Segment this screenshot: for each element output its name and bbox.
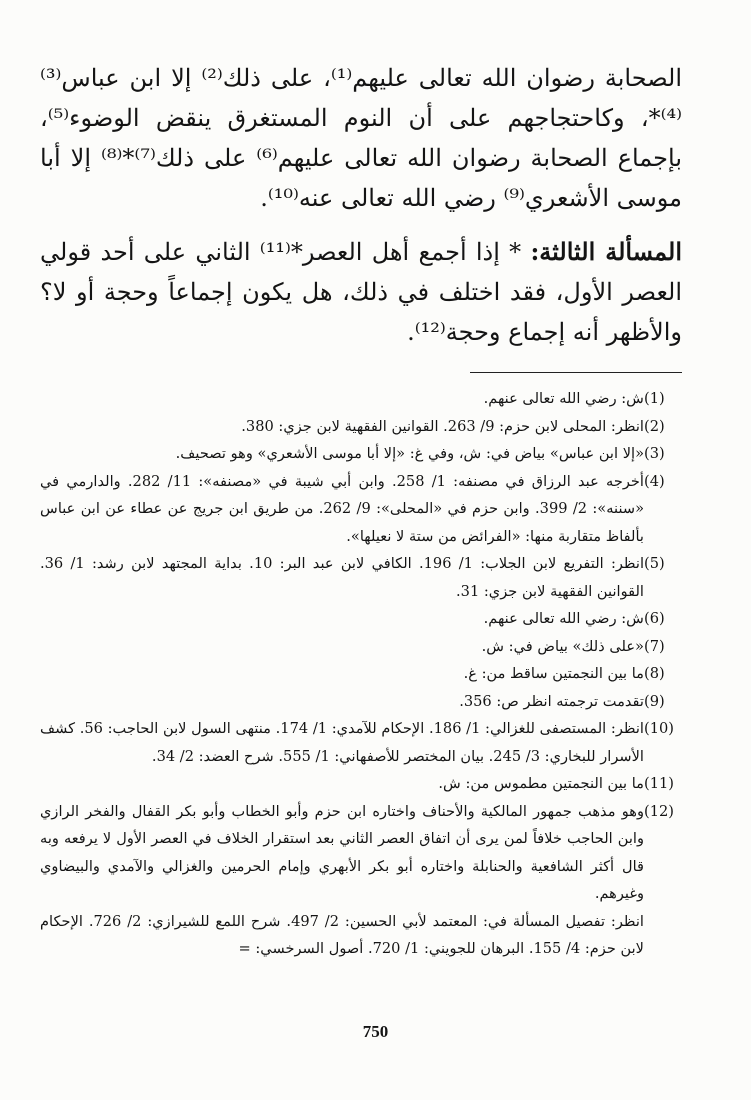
footnote-references: انظر: تفصيل المسألة في: المعتمد لأبي الحسين: 2/ 497. شرح اللمع للشيرازي: 2/ 726. الإحكام لابن حزم: 4/ 155. البرهان للجويني: 1/ 720. أصول السرخسي: = xyxy=(40,912,644,957)
footnote-text: «إلا ابن عباس» بياض في: ش، وفي غ: «إلا أبا موسى الأشعري» وهو تصحيف. xyxy=(175,445,644,462)
footnote-number: (4) xyxy=(644,472,665,490)
page-content xyxy=(40,58,682,963)
paragraph-1: الصحابة رضوان الله تعالى عليهم⁽¹⁾، على ذلك⁽²⁾ إلا ابن عباس⁽³⁾⁽⁴⁾*، وكاحتجاجهم على أن النوم المستغرق ينقض الوضوء⁽⁵⁾، بإجماع الصحابة رضوان الله تعالى عليهم⁽⁶⁾ على ذلك⁽⁷⁾*⁽⁸⁾ إلا أبا موسى الأشعري⁽⁹⁾ رضي الله تعالى عنه⁽¹⁰⁾. xyxy=(40,64,683,212)
footnote xyxy=(40,715,682,770)
footnote-text: ش: رضي الله تعالى عنهم. xyxy=(483,610,644,627)
footnote-text: ما بين النجمتين مطموس من: ش. xyxy=(438,775,644,792)
footnote-text: انظر: المحلى لابن حزم: 9/ 263. القوانين الفقهية لابن جزي: 380. xyxy=(241,417,644,435)
footnote-number: (11) xyxy=(644,775,674,792)
main-text xyxy=(40,58,682,352)
footnote-text: أخرجه عبد الرزاق في مصنفه: 1/ 258. وابن أبي شيبة في «مصنفه»: 11/ 282. والدارمي في «سننه»: 2/ 399. وابن حزم في «المحلى»: 9/ 262. من طريق ابن جريج عن عطاء عن ابن عباس بألفاظ متقاربة منها: «الفرائض من ستة لا نعيلها». xyxy=(40,472,645,545)
footnote-text: ما بين النجمتين ساقط من: غ. xyxy=(463,665,644,682)
footnote-number: (2) xyxy=(644,417,665,435)
paragraph-2-text: * إذا أجمع أهل العصر*⁽¹¹⁾ الثاني على أحد قولي العصر الأول، فقد اختلف في ذلك، هل يكون إجماعاً وحجة أو لا؟ والأظهر أنه إجماع وحجة⁽¹²⁾. xyxy=(40,238,682,346)
footnote-text: ش: رضي الله تعالى عنهم. xyxy=(483,390,644,407)
page-number: 750 xyxy=(362,1022,389,1041)
footnote-text: انظر: المستصفى للغزالي: 1/ 186. الإحكام للآمدي: 1/ 174. منتهى السول لابن الحاجب: 56. كشف الأسرار للبخاري: 3/ 245. بيان المختصر للأصفهاني: 1/ 555. شرح العضد: 2/ 34. xyxy=(40,720,644,765)
footnote xyxy=(40,660,682,688)
footnote xyxy=(40,798,682,963)
footnote-text: انظر: التفريع لابن الجلاب: 1/ 196. الكافي لابن عبد البر: 10. بداية المجتهد لابن رشد: 1/ 36. القوانين الفقهية لابن جزي: 31. xyxy=(40,555,645,600)
paragraph-2 xyxy=(40,232,682,352)
footnote-text: وهو مذهب جمهور المالكية والأحناف واختاره ابن حزم وأبو الخطاب وأبو بكر القفال والفخر الرازي وابن الحاجب خلافاً لمن يرى أن اتفاق العصر الثاني بعد استقرار الخلاف في العصر الأول لا يرفعه وبه قال أكثر الشافعية والحنابلة واختاره أبو بكر الأبهري وإمام الحرمين والغزالي والآمدي والبيضاوي وغيرهم. xyxy=(40,802,644,902)
footnote-text: «على ذلك» بياض في: ش. xyxy=(481,637,644,655)
footnote xyxy=(40,633,682,661)
footnote-number: (5) xyxy=(644,555,665,572)
footnote-number: (8) xyxy=(644,665,665,682)
footnote xyxy=(40,468,682,551)
footnote xyxy=(40,688,682,716)
footnote-text: تقدمت ترجمته انظر ص: 356. xyxy=(459,692,644,710)
footnote-number: (6) xyxy=(644,610,665,627)
footnotes xyxy=(40,385,682,963)
footnote xyxy=(40,605,682,633)
footnote xyxy=(40,440,682,468)
footnote xyxy=(40,413,682,441)
footnote xyxy=(40,770,682,798)
footnote-number: (9) xyxy=(644,692,665,710)
footnote-separator xyxy=(470,372,682,373)
footnote-number: (12) xyxy=(644,802,674,820)
footnote-number: (3) xyxy=(644,445,665,462)
footnote xyxy=(40,385,682,413)
footnote-number: (1) xyxy=(644,390,665,407)
footnote-number: (7) xyxy=(644,637,665,655)
footnote xyxy=(40,550,682,605)
section-heading: المسألة الثالثة: xyxy=(530,237,682,266)
footnote-number: (10) xyxy=(644,720,674,737)
